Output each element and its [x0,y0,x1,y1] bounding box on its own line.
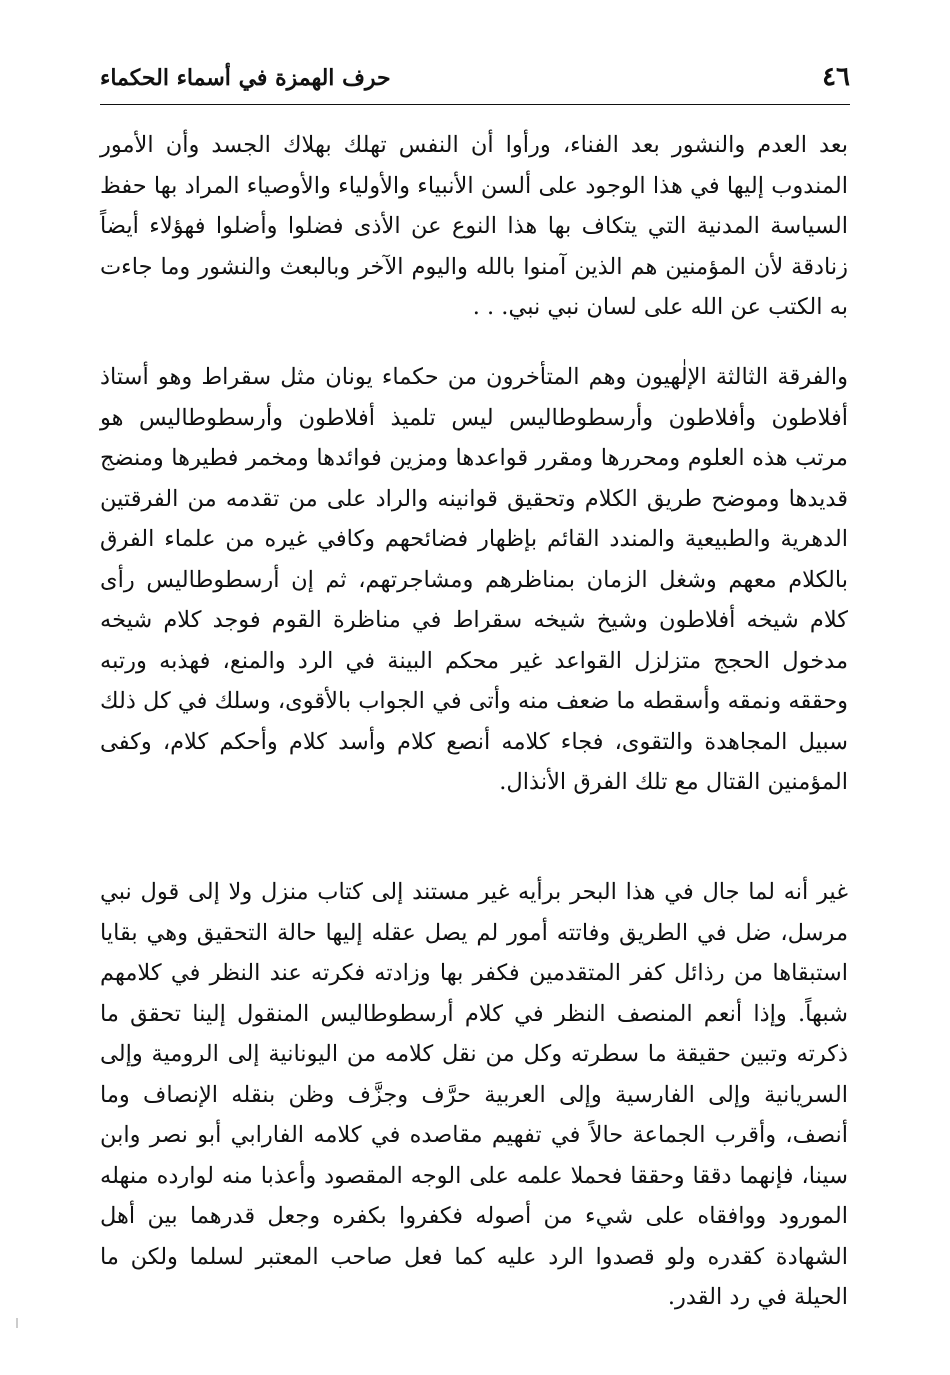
paragraph-3: غير أنه لما جال في هذا البحر برأيه غير مستند إلى كتاب منزل ولا إلى قول نبي مرسل، ضل في الطريق وفاتته أمور لم يصل عقله إليها حالة التحقيق وهي بقايا استبقاها من رذائل كفر المتقدمين فكفر بها وزادته فكرته عند النظر في كلامهم شبهاً. وإذا أنعم المنصف النظر في كلام أرسطوطاليس المنقول إلينا تحقق ما ذكرته وتبين حقيقة ما سطرته وكل من نقل كلامه من اليونانية إلى الرومية وإلى السريانية وإلى الفارسية وإلى العربية حرَّف وجزَّف وظن بنقله الإنصاف وما أنصف، وأقرب الجماعة حالاً في تفهيم مقاصده في كلامه الفارابي أبو نصر وابن سينا، فإنهما دققا وحققا فحملا علمه على الوجه المقصود وأعذبا منه لوارده منهله المورود ووافقاه على شيء من أصوله فكفروا بكفره وجعل قدرهما بين أهل الشهادة كقدره ولو قصدوا الرد عليه كما فعل صاحب المعتبر لسلما ولكن ما الحيلة في رد القدر. [100,879,848,1310]
header-divider [100,104,850,105]
page-number: ٤٦ [822,62,850,92]
paragraph-1: بعد العدم والنشور بعد الفناء، ورأوا أن النفس تهلك بهلاك الجسد وأن الأمور المندوب إليها في هذا الوجود على ألسن الأنبياء والأولياء والأوصياء المراد بها حفظ السياسة المدنية التي يتكاف بها هذا النوع عن الأذى فضلوا وأضلوا فهؤلاء أيضاً زنادقة لأن المؤمنين هم الذين آمنوا بالله واليوم الآخر وبالبعث والنشور وما جاءت به الكتب عن الله على لسان نبي نبي. . . [100,132,848,320]
running-header [100,58,850,102]
scan-mark [16,1318,18,1328]
paragraph-2: والفرقة الثالثة الإلٰهيون وهم المتأخرون من حكماء يونان مثل سقراط وهو أستاذ أفلاطون وأفلاطون وأرسطوطاليس ليس تلميذ أفلاطون وأرسطوطاليس هو مرتب هذه العلوم ومحررها ومقرر قواعدها ومزين فوائدها ومخمر فطيرها ومنضج قديدها وموضح طريق الكلام وتحقيق قوانينه والراد على من تقدمه من الفرقتين الدهرية والطبيعية والمندد القائم بإظهار فضائحهم وكافي غيره من علماء الفرق بالكلام معهم وشغل الزمان بمناظرهم ومشاجرتهم، ثم إن أرسطوطاليس رأى كلام شيخه أفلاطون وشيخ شيخه سقراط في مناظرة القوم فوجد كلام شيخه مدخول الحجج متزلزل القواعد غير محكم البينة في الرد والمنع، فهذبه ورتبه وحققه ونمقه وأسقطه ما ضعف منه وأتى في الجواب بالأقوى، وسلك في كل ذلك سبيل المجاهدة والتقوى، فجاء كلامه أنصع كلام وأسد كلام وأحكم كلام، وكفى المؤمنين القتال مع تلك الفرق الأنذال. [100,364,848,795]
running-title: حرف الهمزة في أسماء الحكماء [100,65,391,91]
